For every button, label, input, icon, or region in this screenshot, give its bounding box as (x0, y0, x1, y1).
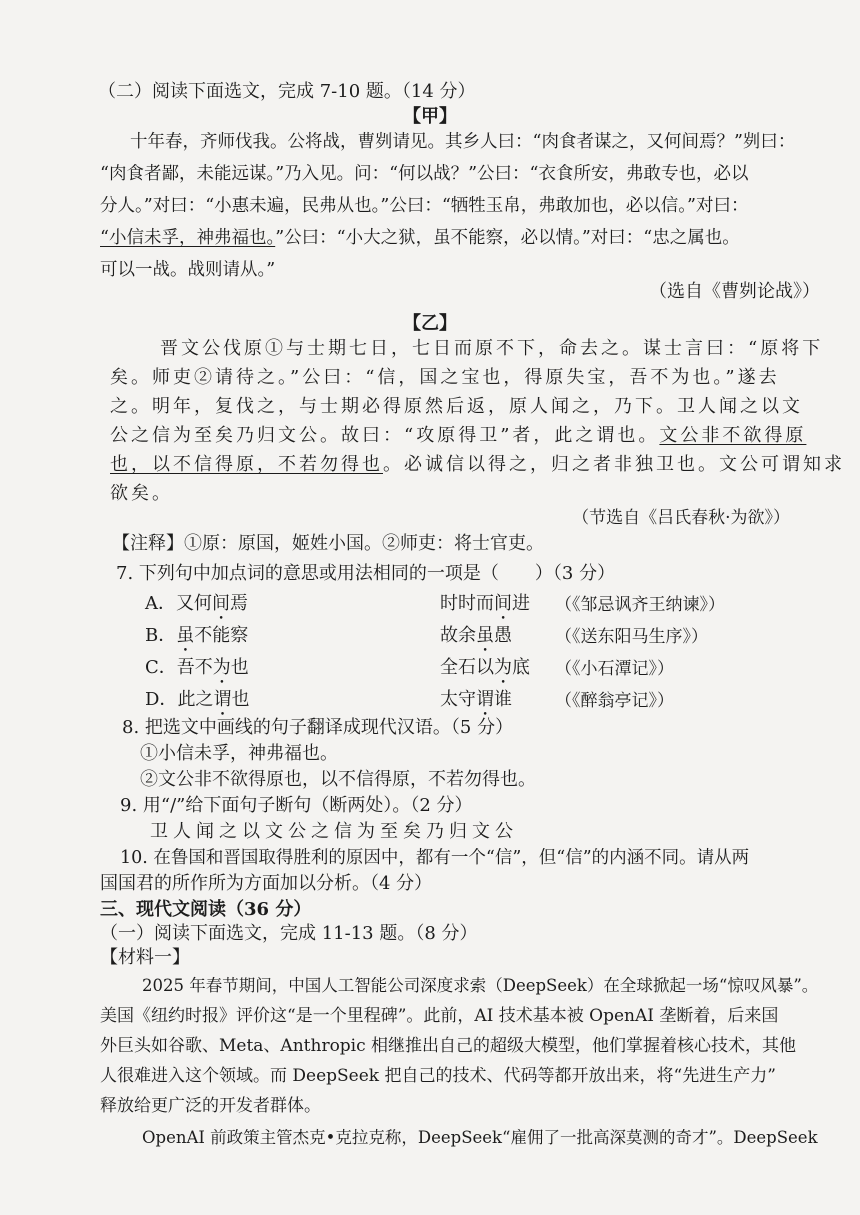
dotted-word: 虽 (476, 625, 494, 646)
dotted-word: 虽 (176, 625, 195, 646)
dotted-word: 谓 (213, 689, 232, 710)
question-8-stem: 8. 把选文中画线的句子翻译成现代汉语。（5 分） (122, 717, 514, 738)
material-1-line: 外巨头如谷歌、Meta、Anthropic 相继推出自己的超级大模型，他们掌握着核心技术，其他 (100, 1036, 797, 1056)
option-text: 谁 (494, 689, 512, 710)
option-text: 也 (231, 689, 250, 710)
annotation-notes: 【注释】①原：原国，姬姓小国。②师吏：将士官吏。 (112, 533, 544, 554)
option-text: 愚 (494, 625, 512, 646)
section-3-subheading: （一）阅读下面选文，完成 11-13 题。（8 分） (100, 923, 478, 944)
passage-yi-line: 之。明年，复伐之，与士期必得原然后返，原人闻之，乃下。卫人闻之以文 (110, 396, 803, 417)
option-text: 焉 (230, 593, 248, 614)
q7-option-c (145, 656, 249, 688)
material-1-line: 人很难进入这个领域。而 DeepSeek 把自己的技术、代码等都开放出来，将“先进生产力” (100, 1066, 776, 1086)
dotted-word: 间 (494, 593, 512, 614)
option-text: 吾不 (176, 657, 213, 678)
question-7-stem: 7. 下列句中加点词的意思或用法相同的一项是（ ）（3 分） (116, 563, 616, 584)
section-heading: （二）阅读下面选文，完成 7-10 题。（14 分） (98, 81, 476, 102)
option-letter: A． (145, 593, 176, 614)
option-letter: B． (145, 625, 177, 646)
section-3-heading: 三、现代文阅读（36 分） (100, 899, 312, 920)
material-1-label: 【材料一】 (100, 947, 190, 968)
passage-yi-line: 矣。师吏②请待之。”公曰：“信，国之宝也，得原失宝，吾不为也。”遂去 (110, 367, 780, 388)
q7-option-b-compare (440, 624, 512, 656)
q7-option-a-source: （《邹忌讽齐王纳谏》） (555, 595, 725, 615)
dotted-word: 为 (494, 657, 512, 678)
passage-text: ”公曰：“小大之狱，虽不能察，必以情。”对曰：“忠之属也。 (275, 228, 740, 248)
q9-sentence: 卫人闻之以文公之信为至矣乃归文公 (150, 821, 518, 842)
option-letter: C． (145, 657, 177, 678)
q7-option-b-source: （《送东阳马生序》） (555, 627, 708, 647)
material-1-line: OpenAI 前政策主管杰克•克拉克称，DeepSeek“雇佣了一批高深莫测的奇才”。DeepSeek (142, 1128, 818, 1147)
option-text: 底 (512, 657, 530, 678)
material-1-line: 释放给更广泛的开发者群体。 (100, 1096, 321, 1116)
option-text: 不能察 (194, 625, 249, 646)
option-letter: D． (145, 689, 178, 710)
dotted-word: 为 (212, 657, 231, 678)
q7-option-a (145, 592, 248, 624)
option-text: 全石以 (440, 657, 494, 678)
passage-jia-label: 【甲】 (403, 106, 457, 127)
q7-option-d-source: （《醉翁亭记》） (555, 691, 674, 711)
question-10-line: 国国君的所作所为方面加以分析。（4 分） (100, 873, 433, 894)
q8-sentence-1: ①小信未孚，神弗福也。 (140, 743, 338, 764)
passage-jia-line: 十年春，齐师伐我。公将战，曹刿请见。其乡人曰：“肉食者谋之，又何间焉？”刿曰： (130, 132, 796, 152)
question-10-line: 10. 在鲁国和晋国取得胜利的原因中，都有一个“信”，但“信”的内涵不同。请从两 (120, 848, 750, 868)
q7-option-c-source: （《小石潭记》） (555, 659, 674, 679)
passage-jia-line: 分人。”对曰：“小惠未遍，民弗从也。”公曰：“牺牲玉帛，弗敢加也，必以信。”对曰： (100, 196, 749, 216)
q7-option-b (145, 624, 248, 656)
question-9-stem: 9. 用“/”给下面句子断句（断两处）。（2 分） (120, 795, 473, 816)
passage-source: （节选自《吕氏春秋·为欲》） (572, 508, 790, 528)
passage-jia-line: 可以一战。战则请从。” (100, 260, 276, 280)
material-1-line: 2025 年春节期间，中国人工智能公司深度求索（DeepSeek）在全球掀起一场“惊叹风暴”。 (142, 976, 819, 995)
q7-option-a-compare (440, 592, 530, 624)
q7-option-c-compare (440, 656, 530, 688)
passage-yi-label: 【乙】 (403, 313, 457, 334)
passage-jia-line (100, 226, 740, 250)
option-text: 故余 (440, 625, 476, 646)
option-text: 此之 (177, 689, 214, 710)
underlined-sentence: 文公非不欲得原 (659, 425, 807, 446)
dotted-word: 谓 (476, 689, 494, 710)
passage-yi-line (110, 453, 845, 477)
q8-sentence-2: ②文公非不欲得原也，以不信得原，不若勿得也。 (140, 769, 536, 790)
underlined-sentence: “小信未孚，神弗福也。 (100, 228, 276, 248)
dotted-word: 间 (212, 593, 230, 614)
option-text: 也 (230, 657, 249, 678)
option-text: 又何 (176, 593, 212, 614)
passage-text: 。必诚信以得之，归之者非独卫也。文公可谓知求 (383, 454, 845, 475)
passage-source: （选自《曹刿论战》） (649, 281, 820, 302)
option-text: 太守 (440, 689, 476, 710)
passage-yi-line (110, 424, 806, 448)
material-1-line: 美国《纽约时报》评价这“是一个里程碑”。此前，AI 技术基本被 OpenAI 垄断着，后来国 (100, 1006, 779, 1026)
underlined-sentence: 也，以不信得原，不若勿得也 (110, 454, 383, 475)
option-text: 进 (512, 593, 530, 614)
option-text: 时时而 (440, 593, 494, 614)
passage-text: 公之信为至矣乃归文公。故曰：“攻原得卫”者，此之谓也。 (110, 425, 660, 446)
passage-yi-line: 晋文公伐原①与士期七日，七日而原不下，命去之。谋士言曰：“原将下 (160, 338, 824, 359)
passage-jia-line: “肉食者鄙，未能远谋。”乃入见。问：“何以战？”公曰：“衣食所安，弗敢专也，必以 (100, 164, 749, 184)
passage-yi-line: 欲矣。 (110, 483, 173, 504)
